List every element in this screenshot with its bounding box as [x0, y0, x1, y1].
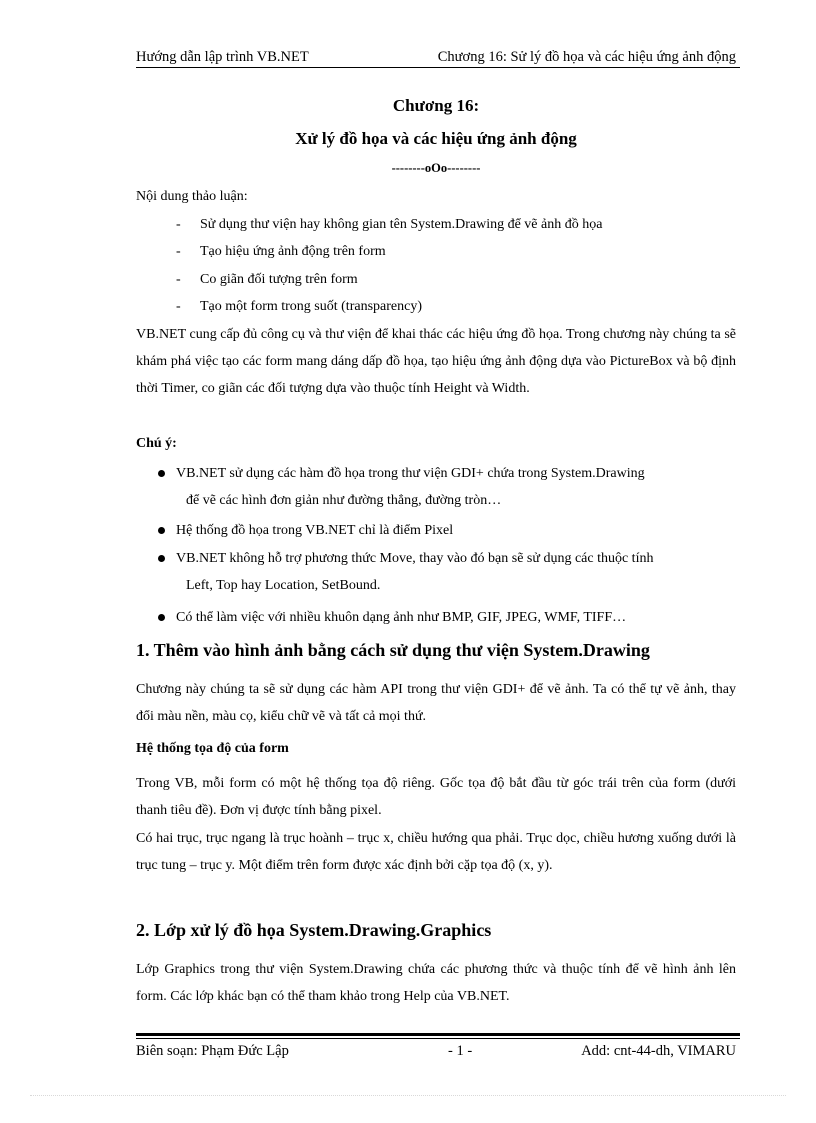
section1-subheading: Hệ thống tọa độ của form: [136, 741, 289, 756]
note-bullet-line1: VB.NET sử dụng các hàm đồ họa trong thư viện GDI+ chứa trong System.Drawing: [176, 466, 645, 481]
title-separator: [136, 161, 736, 176]
note-bullet-line2: Left, Top hay Location, SetBound.: [186, 578, 381, 593]
intro-item: [176, 211, 602, 238]
running-header: [136, 49, 736, 67]
header-right: Chương 16: Sử lý đồ họa và các hiệu ứng ảnh động: [437, 49, 736, 65]
intro-item-text: Co giãn đối tượng trên form: [200, 272, 358, 287]
dash-marker: -: [176, 299, 181, 314]
note-bullet-line2: để vẽ các hình đơn giản như đường thẳng, đường tròn…: [186, 493, 502, 508]
header-left: Hướng dẫn lập trình VB.NET: [136, 49, 309, 65]
dash-marker: -: [176, 244, 181, 259]
section1-paragraph3: Có hai trục, trục ngang là trục hoành – trục x, chiều hướng qua phải. Trục dọc, chiều hương xuống dưới là trục tung – trục y. Một điểm trên form được xác định bởi cặp tọa độ (x, y).: [136, 831, 736, 873]
section1-paragraph: Chương này chúng ta sẽ sử dụng các hàm API trong thư viện GDI+ để vẽ ảnh. Ta có thể tự vẽ ảnh, thay đổi màu nền, màu cọ, kiểu chữ vẽ và tất cả mọi thứ.: [136, 682, 736, 724]
bullet-dot-icon: [158, 555, 165, 562]
intro-item-text: Sử dụng thư viện hay không gian tên System.Drawing để vẽ ảnh đồ họa: [200, 217, 603, 232]
intro-item-text: Tạo hiệu ứng ảnh động trên form: [200, 244, 386, 259]
intro-item-text: Tạo một form trong suốt (transparency): [200, 299, 422, 314]
dash-marker: -: [176, 217, 181, 232]
page-bottom-border: [30, 1095, 786, 1096]
section2-heading: 2. Lớp xử lý đồ họa System.Drawing.Graphics: [136, 920, 492, 940]
chapter-title: Chương 16:: [392, 96, 480, 115]
intro-item: [176, 293, 422, 320]
note-bullet: [158, 545, 736, 599]
section1-heading: 1. Thêm vào hình ảnh bằng cách sử dụng thư viện System.Drawing: [136, 640, 650, 660]
intro-item: [176, 238, 386, 265]
header-rule: [136, 67, 740, 68]
section1-paragraph2: Trong VB, mỗi form có một hệ thống tọa độ riêng. Gốc tọa độ bắt đầu từ góc trái trên của form (dưới thanh tiêu đề). Đơn vị được tính bằng pixel.: [136, 776, 736, 818]
note-bullet: [158, 517, 736, 544]
note-label: Chú ý:: [136, 436, 177, 451]
bullet-dot-icon: [158, 527, 165, 534]
note-bullet-line1: Hệ thống đồ họa trong VB.NET chỉ là điểm Pixel: [176, 523, 454, 538]
footer-author: Biên soạn: Phạm Đức Lập: [136, 1043, 289, 1059]
footer-address: Add: cnt-44-dh, VIMARU: [581, 1043, 736, 1059]
intro-label: Nội dung thảo luận:: [136, 189, 248, 204]
footer-rule-thick: [136, 1033, 740, 1036]
bullet-dot-icon: [158, 614, 165, 621]
dash-marker: -: [176, 272, 181, 287]
intro-item: [176, 266, 358, 293]
section2-paragraph: Lớp Graphics trong thư viện System.Drawing chứa các phương thức và thuộc tính để vẽ hình ảnh lên form. Các lớp khác bạn có thể tham khảo trong Help của VB.NET.: [136, 962, 736, 1004]
intro-paragraph: VB.NET cung cấp đủ công cụ và thư viện để khai thác các hiệu ứng đồ họa. Trong chương này chúng ta sẽ khám phá việc tạo các form mang dáng dấp đồ họa, tạo hiệu ứng ảnh động dựa vào PictureBox và bộ định thời Timer, co giãn các đối tượng dựa vào thuộc tính Height và Width.: [136, 327, 736, 396]
note-bullet: [158, 604, 736, 631]
note-bullet-line1: Có thể làm việc với nhiều khuôn dạng ảnh như BMP, GIF, JPEG, WMF, TIFF…: [176, 610, 627, 625]
chapter-subtitle: Xử lý đồ họa và các hiệu ứng ảnh động: [295, 129, 577, 148]
bullet-dot-icon: [158, 470, 165, 477]
separator-text: --------oOo--------: [391, 161, 481, 175]
footer-rule-thin: [136, 1038, 740, 1039]
note-bullet-line1: VB.NET không hỗ trợ phương thức Move, thay vào đó bạn sẽ sử dụng các thuộc tính: [176, 551, 654, 566]
note-bullet: [158, 460, 736, 514]
page-number: - 1 -: [448, 1043, 473, 1059]
